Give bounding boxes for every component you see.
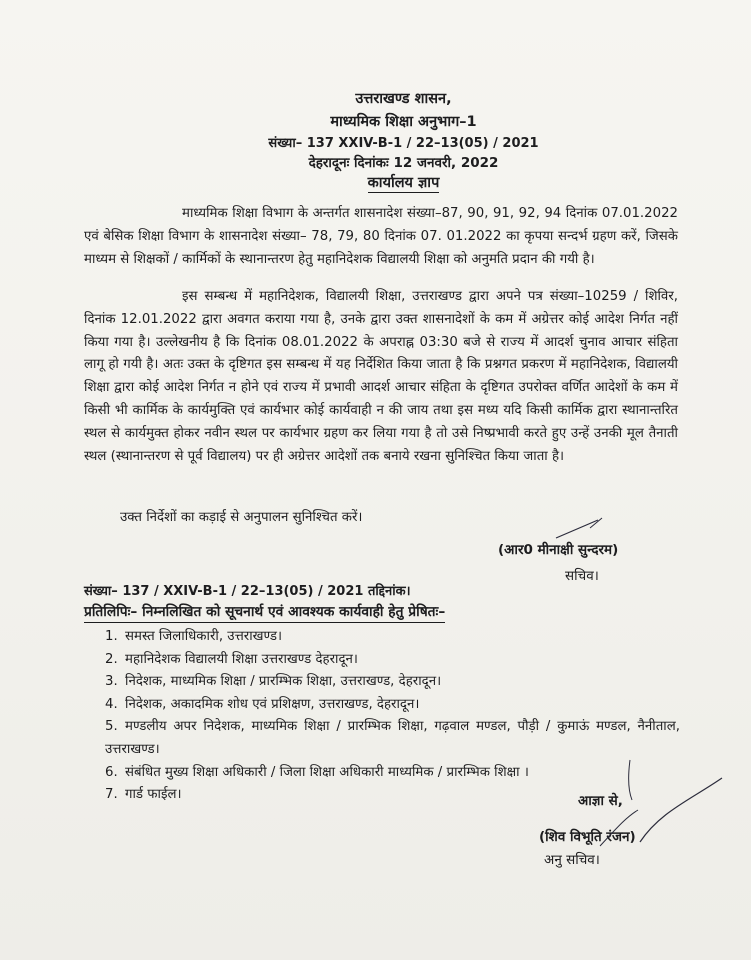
reference-number: संख्या– 137 XXIV-B-1 / 22–13(05) / 2021 [268, 136, 539, 151]
under-secretary-name: (शिव विभूति रंजन) [539, 829, 636, 845]
list-item: 7. गार्ड फाईल। [105, 787, 182, 803]
paragraph-directive: इस सम्बन्ध में महानिदेशक, विद्यालयी शिक्षा, उत्तराखण्ड द्वारा अपने पत्र संख्या–10259 / शिविर, दिनांक 12.01.2022 द्वारा अवगत कराया गया है, उनके द्वारा उक्त शासनादेशों के कम में अग्रेत्तर कोई आदेश निर्गत नहीं किया गया है। उल्लेखनीय है कि दिनांक 08.01.2022 के अपराह्न 03:30 बजे से राज्य में आदर्श चुनाव आचार संहिता लागू हो गयी है। अतः उक्त के दृष्टिगत इस सम्बन्ध में यह निर्देशित किया जाता है कि प्रश्नगत प्रकरण में महानिदेशक, विद्यालयी शिक्षा द्वारा कोई आदेश निर्गत न होने एवं राज्य में प्रभावी आदर्श आचार संहिता के दृष्टिगत उपरोक्त वर्णित आदेशों के कम में किसी भी कार्मिक के कार्यमुक्ति एवं कार्यभार कोई कार्यवाही न की जाय तथा इस मध्य यदि किसी कार्मिक द्वारा स्थानान्तरित स्थल से कार्यमुक्त होकर नवीन स्थल पर कार्यभार ग्रहण कर लिया गया है तो उसे निष्प्रभावी करते हुए उन्हें उनकी मूल तैनाती स्थल (स्थानान्तरण से पूर्व विद्यालय) पर ही अग्रेत्तर आदेशों तक बनाये रखना सुनिश्चित किया जाता है। [84, 289, 678, 464]
list-item: 4. निदेशक, अकादमिक शोध एवं प्रशिक्षण, उत्तराखण्ड, देहरादून। [105, 696, 420, 712]
government-name: उत्तराखण्ड शासन, [355, 91, 452, 107]
document-title: कार्यालय ज्ञाप [367, 175, 440, 191]
list-item: 1. समस्त जिलाधिकारी, उत्तराखण्ड। [105, 629, 283, 644]
list-item: 6. संबंधित मुख्य शिक्षा अधिकारी / जिला शिक्षा अधिकारी माध्यमिक / प्रारम्भिक शिक्षा । [105, 764, 529, 780]
paragraph-compliance: उक्त निर्देशों का कड़ाई से अनुपालन सुनिश्चित करें। [120, 510, 363, 525]
signatory-name: (आर0 मीनाक्षी सुन्दरम) [498, 542, 619, 558]
copy-recipient-list [105, 626, 680, 807]
copy-reference-number: संख्या– 137 / XXIV-B-1 / 22–13(05) / 2021 तद्दिनांक। [84, 584, 411, 599]
signatory-designation: सचिव। [565, 568, 599, 584]
list-item: 5. मण्डलीय अपर निदेशक, माध्यमिक शिक्षा / प्रारम्भिक शिक्षा, गढ़वाल मण्डल, पौड़ी / कुमाऊं मण्डल, नैनीताल, उत्तराखण्ड। [105, 719, 680, 757]
list-item: 2. महानिदेशक विद्यालयी शिक्षा उत्तराखण्ड देहरादून। [105, 651, 358, 667]
place-date: देहरादूनः दिनांकः 12 जनवरी, 2022 [308, 155, 499, 171]
copy-to-heading: प्रतिलिपिः– निम्नलिखित को सूचनार्थ एवं आवश्यक कार्यवाही हेतु प्रेषितः– [84, 602, 445, 623]
section-name: माध्यमिक शिक्षा अनुभाग–1 [330, 114, 477, 130]
list-item: 3. निदेशक, माध्यमिक शिक्षा / प्रारम्भिक शिक्षा, उत्तराखण्ड, देहरादून। [105, 674, 442, 690]
paragraph-reference: माध्यमिक शिक्षा विभाग के अन्तर्गत शासनादेश संख्या–87, 90, 91, 92, 94 दिनांक 07.01.2022 एवं बेसिक शिक्षा विभाग के शासनादेश संख्या– 78, 79, 80 दिनांक 07. 01.2022 का कृपया सन्दर्भ ग्रहण करें, जिसके माध्यम से शिक्षकों / कार्मिकों के स्थानान्तरण हेतु महानिदेशक विद्यालयी शिक्षा को अनुमति प्रदान की गयी है। [84, 206, 678, 267]
order-phrase: आज्ञा से, [578, 793, 623, 809]
under-secretary-designation: अनु सचिव। [544, 852, 600, 868]
